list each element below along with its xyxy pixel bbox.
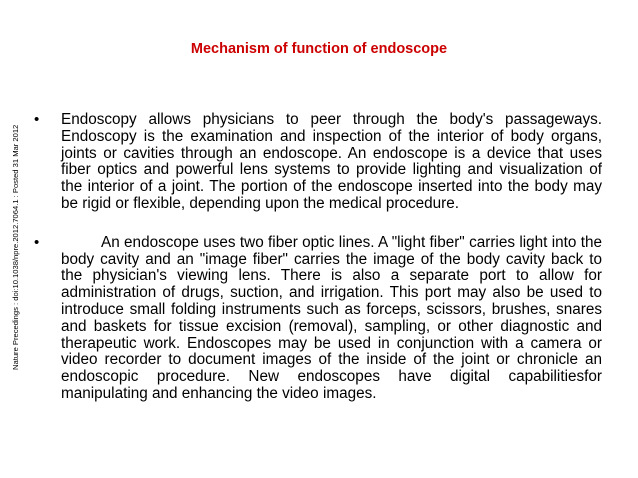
bullet-text: Endoscopy allows physicians to peer through the body's passageways. Endoscopy is the examination and inspection of the interior of body organs, joints or cavities through an endoscope. An endoscope is a device that uses fiber optics and powerful lens systems to provide lighting and visualization of the interior of a joint. The portion of the endoscope inserted into the body may be rigid or flexible, depending upon the medical procedure.	[61, 111, 602, 212]
bullet-text: An endoscope uses two fiber optic lines. A "light fiber" carries light into the body cavity and an "image fiber" carries the image of the body cavity back to the physician's viewing lens. There is also a separate port to allow for administration of drugs, suction, and irrigation. This port may also be used to introduce small folding instruments such as forceps, scissors, brushes, snares and baskets for tissue excision (removal), sampling, or other diagnostic and therapeutic work. Endoscopes may be used in conjunction with a camera or video recorder to document images of the inside of the joint or chronicle an endoscopic procedure. New endoscopes have digital capabilitiesfor manipulating and enhancing the video images.	[61, 233, 602, 402]
bullet-icon: •	[34, 233, 40, 251]
slide-title: Mechanism of function of endoscope	[190, 41, 448, 57]
bullet-item-1	[30, 112, 602, 213]
bullet-item-2	[30, 235, 602, 403]
side-note-citation: Nature Precedings : doi:10.1038/npre.2012.7064.1 : Posted 31 Mar 2012	[11, 124, 20, 370]
bullet-list	[30, 112, 602, 403]
bullet-icon: •	[34, 111, 40, 128]
